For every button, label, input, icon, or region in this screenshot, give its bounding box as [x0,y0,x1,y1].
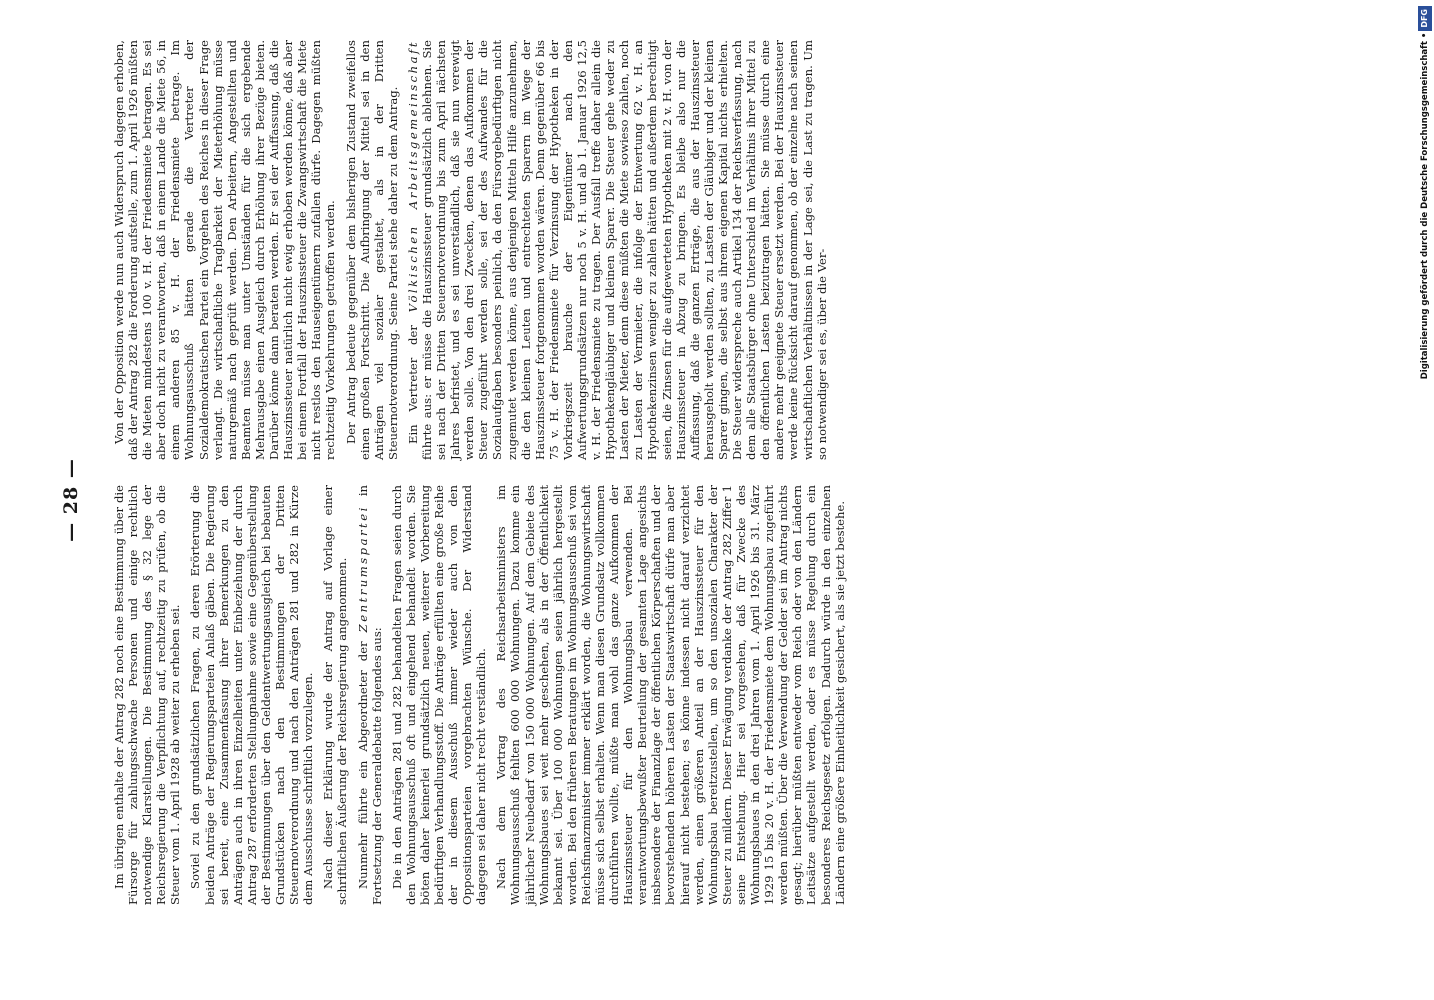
digitization-credit-bar [1418,6,1432,986]
credit-text: Digitalisierung gefördert durch die Deutsche Forschungsgemeinschaft • [1420,32,1430,380]
paragraph: Von der Opposition werde nun auch Widerspruch dagegen erhoben, daß der Antrag 282 die Forderung aufstelle, zum 1. April 1926 müßten die Mieten mindestens 100 v. H. der Friedensmiete betragen. Es sei aber doch nicht zu verantworten, daß in einem Lande die Miete 56, in einem anderen 85 v. H. der Friedensmiete betrage. Im Wohnungsausschuß hätten gerade die Vertreter der Sozialdemokratischen Partei ein Vorgehen des Reiches in dieser Frage verlangt. Die wirtschaftliche Tragbarkeit der Mieterhöhung müsse naturgemäß nach geprüft werden. Den Arbeitern, Angestellten und Beamten müsse man unter Umständen für die sich ergebende Mehrausgabe einen Ausgleich durch Erhöhung ihrer Bezüge bieten. Darüber könne dann beraten werden. Er sei der Auffassung, daß die Hauszinssteuer natürlich nicht ewig erhoben werden könne, daß aber bei einem Fortfall der Hauszinssteuer die Zwangswirtschaft die Miete nicht restlos den Hauseigentümern zufallen dürfe. Dagegen müßten rechtzeitig Vorkehrungen getroffen werden. [112,40,338,460]
paragraph-text: in Fortsetzung der Generaldebatte folgendes aus: [355,484,384,905]
paragraph-text: Nunmehr führte ein Abgeordneter der [355,641,370,889]
paragraph: Die in den Anträgen 281 und 282 behandelten Fragen seien durch den Wohnungsausschuß oft und eingehend behandelt worden. Sie böten daher keinerlei grundsätzlich neuen, weiterer Vorbereitung bedürftigen Verhandlungsstoff. Die Anträge erfüllten eine große Reihe der in diesem Ausschuß immer wieder auch von den Oppositionsparteien vorgebrachten Wünsche. Der Widerstand dagegen sei daher nicht recht verständlich. [389,485,489,905]
paragraph-text: Ein Vertreter der [405,325,420,444]
page-number: — 28 — [60,458,82,542]
dfg-logo: DFG [1418,6,1432,31]
left-column [112,485,853,905]
paragraph: Im übrigen enthalte der Antrag 282 noch eine Bestimmung über die Fürsorge für zahlungsschwache Personen und einige rechtlich notwendige Klarstellungen. Die Bestimmung des § 32 lege der Reichsregierung die Verpflichtung auf, rechtzeitig zu prüfen, ob die Steuer vom 1. April 1928 ab weiter zu erheben sei. [112,485,183,905]
paragraph: Soviel zu den grundsätzlichen Fragen, zu deren Erörterung die beiden Anträge der Regierungsparteien Anlaß gäben. Die Regierung sei bereit, eine Zusammenfassung ihrer Bemerkungen zu den Anträgen auch in ihren Einzelheiten unter Einbeziehung der durch Antrag 287 erforderten Stellungnahme sowie eine Gegenüberstellung der Bestimmungen über den Geldentwertungsausgleich bei bebauten Grundstücken nach den Bestimmungen der Dritten Steuernotverordnung und nach den Anträgen 281 und 282 in Kürze dem Ausschusse schriftlich vorzulegen. [188,485,316,905]
right-column [112,40,835,460]
digitization-credit [1418,6,1432,986]
paragraph [406,40,829,460]
paragraph: Der Antrag bedeute gegenüber dem bisherigen Zustand zweifellos einen großen Fortschritt. Die Aufbringung der Mittel sei in den Anträgen viel sozialer gestaltet, als in der Dritten Steuernotverordnung. Seine Partei stehe daher zu dem Antrag. [343,40,400,460]
party-name: Völkischen Arbeitsgemeinschaft [405,40,420,313]
paragraph-text: führte aus: er müsse die Hauszinssteuer grundsätzlich ablehnen. Sie sei nach der Dritten Steuernotverordnung bis zum April nächsten Jahres befristet, und es sei unverständlich, daß sie nun verewigt werden solle. Von den drei Zwecken, denen das Aufkommen der Steuer zugeführt werden solle, sei der des Aufwandes für die Sozialaufgaben besonders peinlich, da den Fürsorgebedürftigen nicht zugemutet werden könne, aus denjenigen Mitteln Hilfe anzunehmen, die den kleinen Leuten und entrechteten Sparern im Wege der Hauszinssteuer fortgenommen worden wären. Denn gegenüber 66 bis 75 v. H. der Friedensmiete für Verzinsung der Hypotheken in der Vorkriegszeit brauche der Eigentümer nach den Aufwertungsgrundsätzen nur noch 5 v. H. und ab 1. Januar 1926 12,5 v. H. der Friedensmiete zu tragen. Der Ausfall treffe daher allein die Hypothekengläubiger und kleinen Sparer. Die Steuer gehe weder zu Lasten der Mieter, denn diese müßten die Miete sowieso zahlen, noch zu Lasten der Vermieter, die infolge der Entwertung 62 v. H. an Hypothekenzinsen weniger zu zahlen hätten und außerdem berechtigt seien, die Zinsen für die aufgewerteten Hypotheken mit 2 v. H. von der Hauszinssteuer in Abzug zu bringen. Es bleibe also nur die Auffassung, daß die ganzen Erträge, die aus der Hauszinssteuer herausgeholt werden sollten, zu Lasten der Gläubiger und der kleinen Sparer gingen, die selbst aus ihrem eigenen Kapital nichts erhielten. Die Steuer widerspreche auch Artikel 134 der Reichsverfassung, nach dem alle Staatsbürger ohne Unterschied im Verhältnis ihrer Mittel zu den öffentlichen Lasten beizutragen hätten. Sie müsse durch eine andere mehr geeignete Steuer ersetzt werden. Bei der Hauszinssteuer werde keine Rücksicht darauf genommen, ob der einzelne nach seinen wirtschaftlichen Verhältnissen in der Lage sei, die Last zu tragen. Um so notwendiger sei es, über die Ver- [419,40,829,460]
paragraph: Nach dieser Erklärung wurde der Antrag auf Vorlage einer schriftlichen Äußerung der Reichsregierung angenommen. [321,485,350,905]
party-name: Zentrumspartei [355,505,370,633]
paragraph: Nach dem Vortrag des Reichsarbeitsministers im Wohnungsausschuß fehlten 600 000 Wohnungen. Dazu komme ein jährlicher Neubedarf von 150 000 Wohnungen. Auf dem Gebiete des Wohnungsbaues sei weit mehr geschehen, als in der Öffentlichkeit bekannt sei. Über 100 000 Wohnungen seien jährlich hergestellt worden. Bei den früheren Beratungen im Wohnungsausschuß sei vom Reichsfinanzminister immer erklärt worden, die Wohnungswirtschaft müsse sich selbst erhalten. Wenn man diesen Grundsatz vollkommen durchführen wollte, müßte man wohl das ganze Aufkommen der Hauszinssteuer für den Wohnungsbau verwenden. Bei verantwortungsbewußter Beurteilung der gesamten Lage angesichts insbesondere der Finanzlage der öffentlichen Körperschaften und der bevorstehenden höheren Lasten der Staatswirtschaft dürfe man aber hierauf nicht bestehen; es könne indessen nicht darauf verzichtet werden, einen größeren Anteil an der Hauszinssteuer für den Wohnungsbau bereitzustellen, um so den unsozialen Charakter der Steuer zu mildern. Dieser Erwägung verdanke der Antrag 282 Ziffer 1 seine Entstehung. Hier sei vorgesehen, daß für Zwecke des Wohnungsbaues in den drei Jahren vom 1. April 1926 bis 31. März 1929 15 bis 20 v. H. der Friedensmiete dem Wohnungsbau zugeführt werden müßten. Über die Verwendung der Gelder sei im Antrag nichts gesagt; hierüber müßten entweder vom Reich oder von den Ländern Leitsätze aufgestellt werden, oder es müsse Regelung durch ein besonderes Reichsgesetz erfolgen. Dadurch würde in den einzelnen Ländern eine größere Einheitlichkeit gesichert, als sie jetzt bestehe. [494,485,847,905]
paragraph [356,485,384,905]
